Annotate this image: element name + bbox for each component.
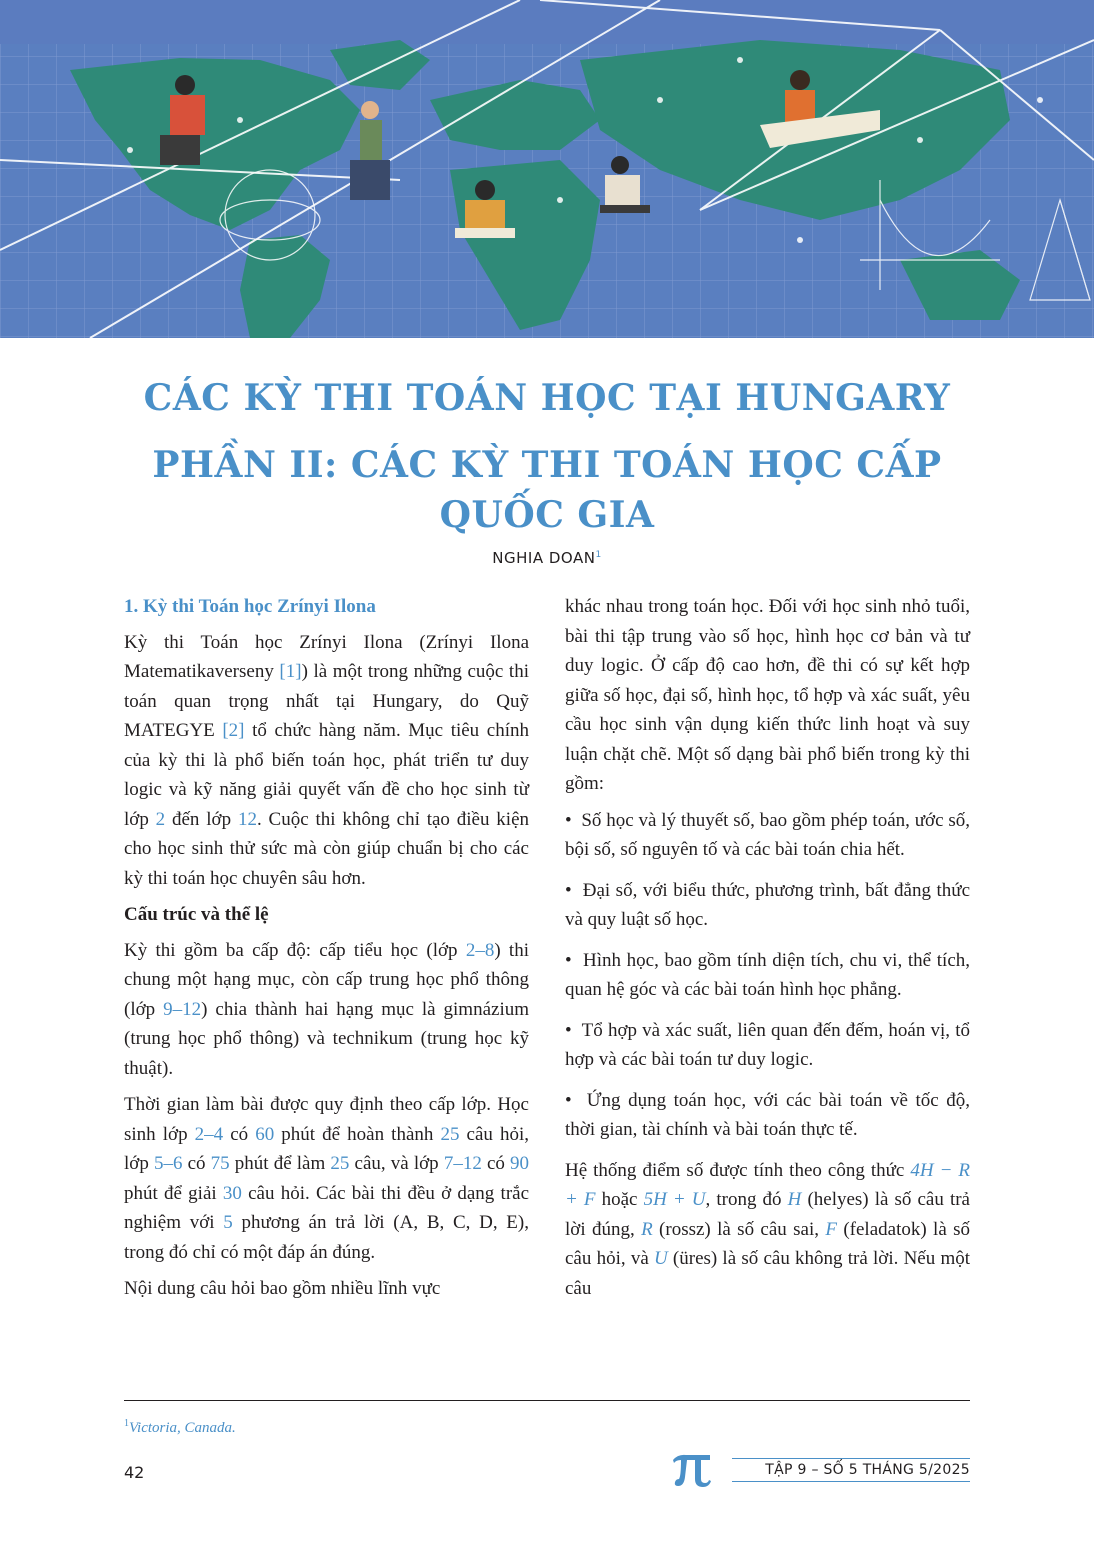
issue-label: TẬP 9 – SỐ 5 THÁNG 5/2025 [732, 1458, 970, 1482]
list-item: • Tổ hợp và xác suất, liên quan đến đếm, hoán vị, tổ hợp và các bài toán tư duy logic. [565, 1019, 970, 1070]
section-heading: 1. Kỳ thi Toán học Zrínyi Ilona [124, 596, 376, 617]
page-title-line-2: PHẦN II: CÁC KỲ THI TOÁN HỌC CẤP [152, 444, 942, 486]
header-illustration [0, 0, 1094, 338]
reference-link-1[interactable]: [1] [279, 661, 302, 682]
page-title-line-3: QUỐC GIA [439, 494, 655, 536]
paragraph-content-cont: khác nhau trong toán học. Đối với học sinh nhỏ tuổi, bài thi tập trung vào số học, hình học cơ bản và tư duy logic. Ở cấp độ cao hơn, đề thi có sự kết hợp giữa số học, đại số, hình học, tổ hợp và xác suất, yêu cầu học sinh vận dụng kiến thức linh hoạt và suy luận chặt chẽ. Một số dạng bài phổ biến trong kỳ thi gồm: [565, 596, 970, 794]
subheading-structure: Cấu trúc và thể lệ [124, 904, 269, 925]
list-item: • Đại số, với biểu thức, phương trình, bất đẳng thức và quy luật số học. [565, 879, 970, 930]
pi-logo-icon [670, 1452, 712, 1488]
paragraph-intro: Kỳ thi Toán học Zrínyi Ilona (Zrínyi Ilona Matematikaverseny [1]) là một trong những cuộc thi toán quan trọng nhất tại Hungary, do Quỹ MATEGYE [2] tổ chức hàng năm. Mục tiêu chính của kỳ thi là phổ biến toán học, phát triển tư duy logic và kỹ năng giải quyết vấn đề cho học sinh từ lớp 2 đến lớp 12. Cuộc thi không chỉ tạo điều kiện cho học sinh thử sức mà còn giúp chuẩn bị cho các kỳ thi toán học chuyên sâu hơn. [124, 631, 530, 889]
paragraph-content: Nội dung câu hỏi bao gồm nhiều lĩnh vực [124, 1278, 441, 1299]
footnote: $^1$Victoria, Canada. [124, 1418, 236, 1436]
right-column [565, 592, 970, 1310]
list-item: • Số học và lý thuyết số, bao gồm phép toán, ước số, bội số, số nguyên tố và các bài toán chia hết. [565, 809, 970, 860]
world-map-illustration [0, 0, 1094, 338]
paragraph-timing: Thời gian làm bài được quy định theo cấp lớp. Học sinh lớp 2–4 có 60 phút để hoàn thành 25 câu hỏi, lớp 5–6 có 75 phút để làm 25 câu, và lớp 7–12 có 90 phút để giải 30 câu hỏi. Các bài thi đều ở dạng trắc nghiệm với 5 phương án trả lời (A, B, C, D, E), trong đó chỉ có một đáp án đúng. [124, 1094, 530, 1263]
author-byline [0, 549, 1094, 567]
page-number: 42 [124, 1463, 145, 1482]
reference-link-2[interactable]: [2] [222, 720, 245, 741]
author-footnote-mark[interactable]: 1 [595, 550, 602, 560]
left-column [124, 592, 529, 1311]
formula-1: 4H − R + F [565, 1159, 970, 1210]
list-item: • Ứng dụng toán học, với các bài toán về tốc độ, thời gian, tài chính và bài toán thực tế. [565, 1089, 970, 1140]
paragraph-scoring: Hệ thống điểm số được tính theo công thức 4H − R + F hoặc 5H + U, trong đó H (helyes) là số câu trả lời đúng, R (rossz) là số câu sai, F (feladatok) là số câu hỏi, và U (üres) là số câu không trả lời. Nếu một câu [565, 1159, 971, 1299]
footnote-divider [124, 1400, 970, 1401]
formula-2: 5H + U [643, 1189, 706, 1210]
page-title-line-1: CÁC KỲ THI TOÁN HỌC TẠI HUNGARY [143, 377, 951, 419]
list-item: • Hình học, bao gồm tính diện tích, chu vi, thể tích, quan hệ góc và các bài toán hình học phẳng. [565, 949, 970, 1000]
author-name: NGHIA DOAN [492, 549, 596, 567]
paragraph-levels: Kỳ thi gồm ba cấp độ: cấp tiểu học (lớp 2–8) thi chung một hạng mục, còn cấp trung học phổ thông (lớp 9–12) chia thành hai hạng mục là gimnázium (trung học phổ thông) và technikum (trung học kỹ thuật). [124, 939, 530, 1079]
